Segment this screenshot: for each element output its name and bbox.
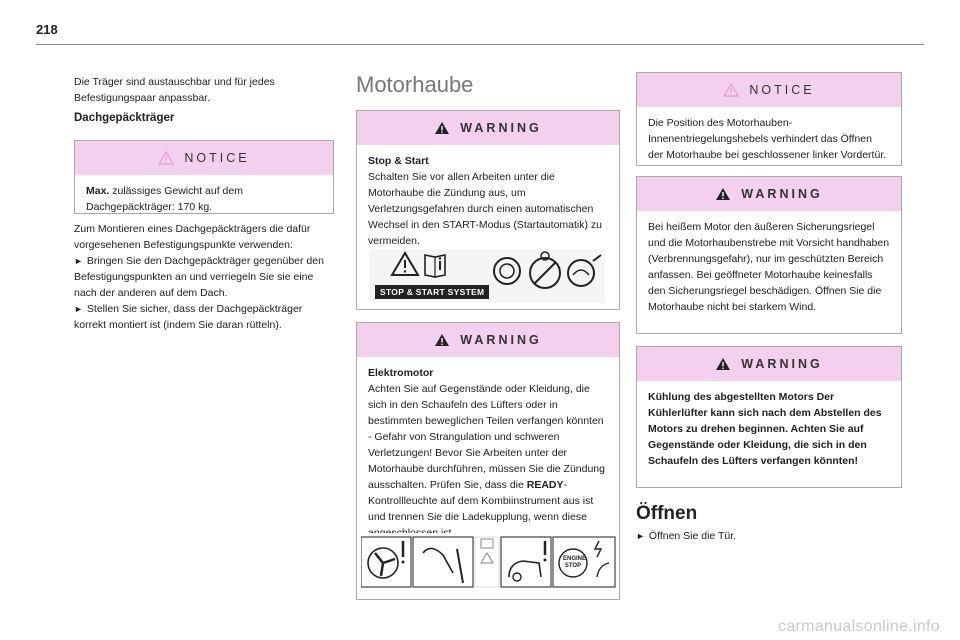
notice-label: NOTICE xyxy=(749,83,815,97)
engine-stop-button-label xyxy=(563,556,587,570)
stop-label: STOP xyxy=(564,563,582,569)
warning-body: Kühlung des abgestellten Motors Der Kühlerlüfter kann sich nach dem Abstellen des Motors zu drehen beginnen. Achten Sie auf Gegenstände oder Kleidung, die sich in den Schaufeln des Lüfters verfangen könnten! xyxy=(648,391,882,467)
warning-text: Schalten Sie vor allen Arbeiten unter die Motorhaube die Zündung aus, um Verletzungsgefahren durch einen automatischen Wechsel in den START-Modus (Startautomatik) zu vermeiden. xyxy=(368,171,603,247)
warning-body xyxy=(357,357,619,549)
watermark: carmanualsonline.info xyxy=(778,618,940,635)
notice-text: zulässiges Gewicht auf dem Dachgepäckträger: 170 kg. xyxy=(86,185,243,213)
roof-rack-para: Zum Montieren eines Dachgepäckträgers die dafür vorgesehenen Befestigungspunkte verwenden: xyxy=(74,223,311,251)
engine-label: ENGINE xyxy=(563,556,587,562)
warning-header xyxy=(637,177,901,211)
stop-start-pictogram xyxy=(369,249,605,303)
section-title: Motorhaube xyxy=(356,72,474,97)
warning-triangle-icon xyxy=(723,83,739,97)
warning-triangle-icon xyxy=(434,121,450,135)
open-heading: Öffnen xyxy=(636,503,698,524)
bullet-arrow-icon: ► xyxy=(74,256,83,266)
notice-box-roof xyxy=(74,140,334,214)
warning-triangle-icon xyxy=(158,151,174,165)
warning-triangle-icon xyxy=(715,357,731,371)
notice-body xyxy=(75,175,333,223)
warning-text-cont: -Kontrollleuchte auf dem Kombiinstrument aus ist und trennen Sie die Ladekupplung, wenn diese xyxy=(368,479,594,523)
ready-label: READY xyxy=(526,479,564,491)
warning-header xyxy=(637,347,901,381)
roof-rack-heading: Dachgepäckträger xyxy=(74,112,175,124)
step-text: Öffnen Sie die Tür. xyxy=(648,530,737,542)
warning-title: Elektromotor xyxy=(368,367,434,379)
warning-box-cooling xyxy=(636,346,902,488)
warning-box-hot-engine xyxy=(636,176,902,334)
warning-label: WARNING xyxy=(741,357,823,371)
warning-label: WARNING xyxy=(741,187,823,201)
warning-header xyxy=(357,111,619,145)
warning-text: Achten Sie auf Gegenstände oder Kleidung, die sich in den Schaufeln des Lüfters oder in bestimmten beweglichen Teilen verfangen könnten - Gefahr von Strangulation und schweren Verletzungen! Bevor Sie Arbeiten unter der Motorhaube durchführen, müssen Sie die Zündung ausschalten. Prüfen Sie, dass die xyxy=(368,383,605,491)
header-rule xyxy=(36,44,924,45)
bullet-arrow-icon: ► xyxy=(74,304,83,314)
electric-motor-pictogram xyxy=(361,533,617,591)
warning-box-electric-motor xyxy=(356,322,620,600)
warning-body xyxy=(357,145,619,257)
step-item xyxy=(74,301,336,333)
intro-text: Die Träger sind austauschbar und für jedes Befestigungspaar anpassbar. xyxy=(74,76,275,104)
step-item xyxy=(636,528,736,544)
page-number: 218 xyxy=(36,22,58,37)
bullet-arrow-icon: ► xyxy=(636,531,645,541)
warning-label: WARNING xyxy=(460,121,542,135)
warning-body: Bei heißem Motor den äußeren Sicherungsriegel und die Motorhaubenstrebe mit Vorsicht handhaben (Verbrennungsgefahr), nur im geschützten Bereich anfassen. Bei geöffneter Motorhaube keinesfalls den Sicherungsriegel beschädigen. Öffnen Sie die Motorhaube nicht bei starkem Wind. xyxy=(648,221,890,313)
warning-triangle-icon xyxy=(715,187,731,201)
notice-body: Die Position des Motorhauben-Innenentriegelungshebels verhindert das Öffnen der Motorhaube bei geschlossener linker Vordertür. xyxy=(648,117,887,161)
notice-header xyxy=(75,141,333,175)
step-text: Bringen Sie den Dachgepäckträger gegenüber den Befestigungspunkten an und verriegeln Sie sie eine nach der anderen auf dem Dach. xyxy=(74,255,324,299)
notice-bold: Max. xyxy=(86,185,110,197)
step-item xyxy=(74,253,336,301)
warning-triangle-icon xyxy=(434,333,450,347)
stop-start-badge: STOP & START SYSTEM xyxy=(375,285,489,299)
notice-box-hood xyxy=(636,72,902,166)
warning-title: Stop & Start xyxy=(368,155,429,167)
step-text: Stellen Sie sicher, dass der Dachgepäckträger korrekt montiert ist (indem Sie daran rütteln). xyxy=(74,303,303,331)
warning-header xyxy=(357,323,619,357)
notice-label: NOTICE xyxy=(184,151,250,165)
warning-box-stop-start xyxy=(356,110,620,310)
warning-label: WARNING xyxy=(460,333,542,347)
notice-header xyxy=(637,73,901,107)
roof-rack-instructions xyxy=(74,221,336,333)
